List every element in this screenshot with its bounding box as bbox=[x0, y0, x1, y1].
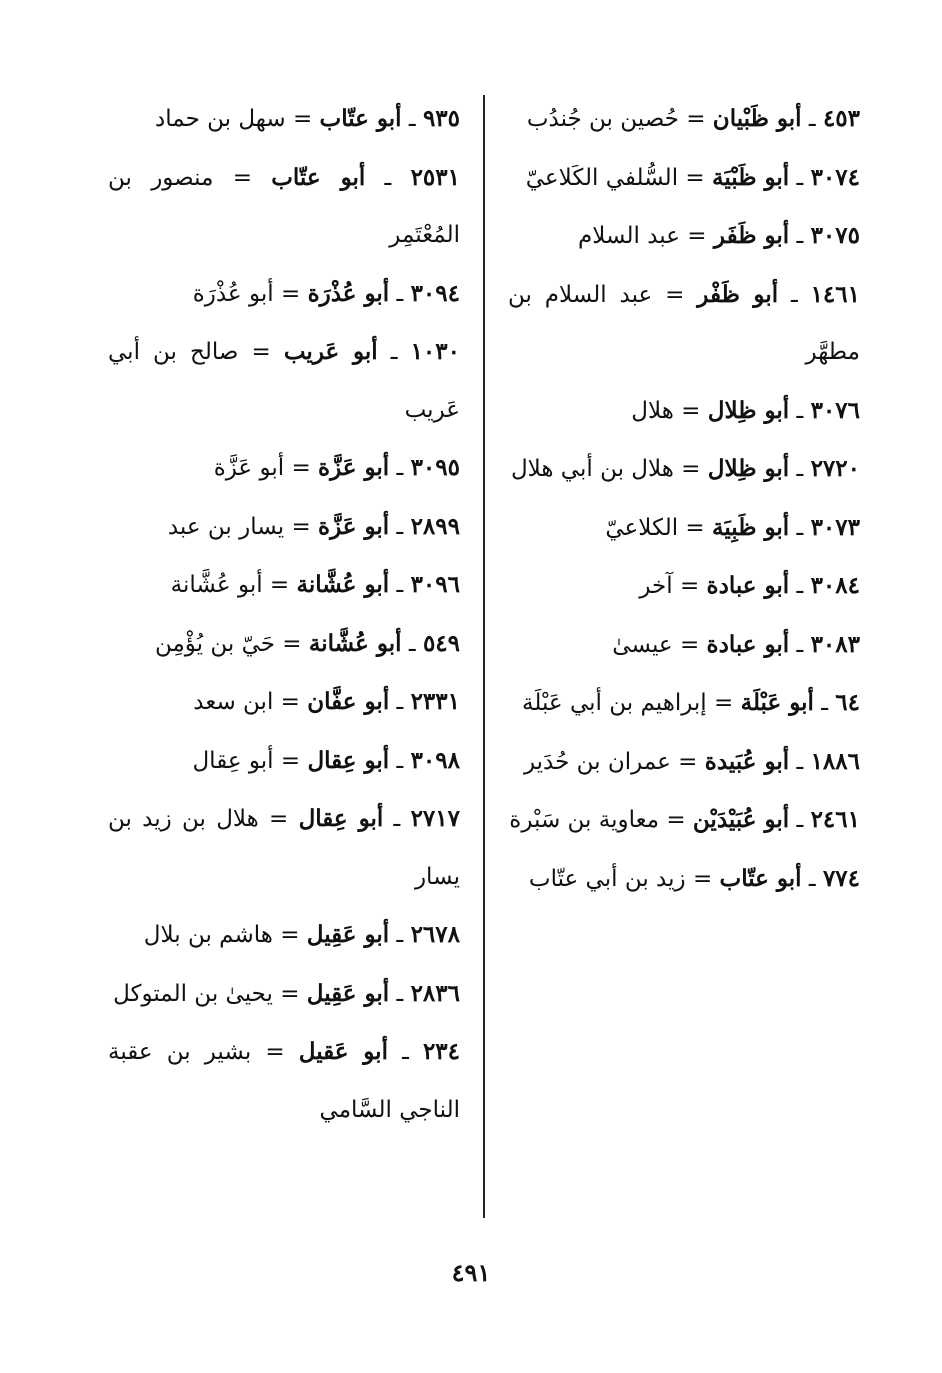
entry-kunya: أبو عتّاب bbox=[319, 105, 402, 132]
entry-name: أبو عِقال bbox=[192, 747, 274, 774]
index-entry: ٣٠٧٥ ـ أبو ظَفَر = عبد السلام bbox=[578, 222, 860, 249]
entry-name: هلال بن أبي هلال bbox=[510, 456, 674, 482]
entry-kunya: أبو ظَبْيَة bbox=[712, 163, 790, 191]
entry-name: هلال bbox=[631, 397, 674, 424]
entry-kunya: أبو ظَبِيَة bbox=[712, 513, 790, 541]
entry-kunya: أبو ظِلال bbox=[707, 396, 790, 424]
entry-kunya: أبو عبادة bbox=[706, 572, 790, 599]
index-entry: ٣٠٩٤ ـ أبو عُذْرَة = أبو عُذْرَة bbox=[192, 279, 460, 307]
index-entry: ٣٠٧٤ ـ أبو ظَبْيَة = السُّلفي الكَلاعيّ bbox=[525, 163, 860, 191]
index-entry: ٢٣٤ ـ أبو عَقيل = بشير بن عقبة الناجي السَّامي bbox=[108, 1038, 460, 1123]
entry-kunya: أبو عَزَّة bbox=[318, 454, 390, 481]
entry-name: السُّلفي الكَلاعيّ bbox=[525, 164, 679, 191]
entry-name: أبو عُذْرَة bbox=[192, 280, 274, 307]
entry-name: آخر bbox=[639, 573, 673, 599]
entry-name: يسار بن عبد bbox=[167, 513, 285, 540]
entry-number: ٢٣٤ bbox=[422, 1038, 460, 1065]
index-entry: ٣٠٧٣ ـ أبو ظَبِيَة = الكلاعيّ bbox=[605, 513, 860, 541]
entry-name: صالح بن أبي عَريب bbox=[108, 339, 460, 423]
index-entry: ٣٠٨٤ ـ أبو عبادة = آخر bbox=[639, 572, 860, 599]
entry-name: عبد السلام bbox=[578, 223, 680, 249]
index-entry: ٣٠٨٣ ـ أبو عبادة = عيسىٰ bbox=[612, 630, 860, 658]
entry-name: بشير بن عقبة الناجي السَّامي bbox=[108, 1039, 460, 1123]
entry-number: ٣٠٧٥ bbox=[810, 222, 860, 249]
index-entry: ٢٨٣٦ ـ أبو عَقِيل = يحيىٰ بن المتوكل bbox=[113, 979, 460, 1007]
entry-kunya: أبو عِقال bbox=[298, 805, 384, 832]
entry-number: ٢٤٦١ bbox=[810, 806, 860, 833]
entry-kunya: أبو عُبَيدة bbox=[704, 747, 790, 775]
index-entry: ٣٠٩٥ ـ أبو عَزَّة = أبو عَزَّة bbox=[213, 454, 460, 481]
entry-number: ١٠٣٠ bbox=[410, 338, 460, 365]
page-number: ٤٩١ bbox=[451, 1258, 491, 1287]
entry-number: ٣٠٨٤ bbox=[810, 572, 860, 599]
entry-name: منصور بن المُعْتَمِر bbox=[108, 164, 460, 248]
right-column bbox=[508, 90, 860, 908]
entry-number: ٤٥٣ bbox=[822, 105, 860, 132]
entry-name: زيد بن أبي عتّاب bbox=[528, 865, 686, 892]
entry-kunya: أبو عَقِيل bbox=[306, 979, 390, 1007]
entry-kunya: أبو عُشَّانة bbox=[308, 629, 402, 657]
entry-number: ٣٠٧٣ bbox=[810, 513, 860, 541]
entry-number: ٣٠٧٤ bbox=[810, 163, 860, 191]
entry-number: ٢٧١٧ bbox=[410, 805, 460, 832]
entry-name: هاشم بن بلال bbox=[143, 922, 273, 948]
entry-kunya: أبو عتّاب bbox=[719, 864, 802, 892]
entry-number: ٧٧٤ bbox=[822, 864, 860, 892]
entry-number: ٢٨٣٦ bbox=[410, 979, 460, 1007]
entry-name: معاوية بن سَبْرة bbox=[509, 807, 660, 833]
entry-kunya: أبو عَريب bbox=[283, 338, 378, 365]
entry-number: ٣٠٩٤ bbox=[410, 279, 460, 307]
entry-number: ٣٠٨٣ bbox=[810, 630, 860, 658]
entry-number: ٣٠٩٨ bbox=[410, 746, 460, 774]
index-entry: ٦٤ ـ أبو عَبْلَة = إبراهيم بن أبي عَبْلَة bbox=[522, 689, 860, 716]
entry-kunya: أبو عَزَّة bbox=[318, 512, 390, 540]
entry-name: حَيّ بن يُؤْمِن bbox=[154, 630, 275, 657]
entry-number: ٣٠٩٦ bbox=[410, 571, 460, 598]
index-entry: ٢٧١٧ ـ أبو عِقال = هلال بن زيد بن يسار bbox=[108, 805, 460, 890]
entry-kunya: أبو عُشَّانة bbox=[296, 571, 390, 598]
index-entry: ٧٧٤ ـ أبو عتّاب = زيد بن أبي عتّاب bbox=[528, 864, 860, 892]
entry-name: سهل بن حماد bbox=[155, 106, 286, 132]
index-entry: ١٠٣٠ ـ أبو عَريب = صالح بن أبي عَريب bbox=[108, 338, 460, 423]
entry-name: ابن سعد bbox=[193, 689, 274, 715]
entry-kunya: أبو ظِلال bbox=[707, 455, 790, 482]
left-column bbox=[108, 90, 460, 1139]
entry-number: ٢٨٩٩ bbox=[410, 512, 460, 540]
entry-kunya: أبو ظَبْيان bbox=[712, 105, 802, 132]
entry-name: عيسىٰ bbox=[612, 631, 673, 658]
entry-number: ٢٦٧٨ bbox=[410, 921, 460, 948]
entry-number: ٣٠٩٥ bbox=[410, 454, 460, 481]
entry-name: الكلاعيّ bbox=[605, 514, 679, 541]
entry-kunya: أبو عِقال bbox=[307, 746, 390, 774]
index-entry: ٣٠٧٦ ـ أبو ظِلال = هلال bbox=[631, 396, 860, 424]
entry-number: ٩٣٥ bbox=[422, 105, 460, 132]
entry-name: يحيىٰ بن المتوكل bbox=[113, 980, 273, 1007]
entry-number: ٦٤ bbox=[835, 689, 860, 716]
index-entry: ٣٠٩٨ ـ أبو عِقال = أبو عِقال bbox=[192, 746, 460, 774]
index-entry: ٩٣٥ ـ أبو عتّاب = سهل بن حماد bbox=[155, 105, 460, 132]
entry-kunya: أبو عتّاب bbox=[271, 163, 366, 191]
entry-kunya: أبو عُبَيْدَيْن bbox=[692, 806, 790, 833]
index-entry: ٥٤٩ ـ أبو عُشَّانة = حَيّ بن يُؤْمِن bbox=[154, 629, 460, 657]
entry-name: أبو عَزَّة bbox=[213, 455, 285, 481]
index-entry: ١٨٨٦ ـ أبو عُبَيدة = عمران بن حُدَير bbox=[523, 747, 860, 775]
entry-number: ١٤٦١ bbox=[810, 280, 860, 308]
entry-kunya: أبو عفَّان bbox=[307, 688, 390, 715]
entry-name: حُصين بن جُندُب bbox=[526, 106, 679, 132]
index-entry: ١٤٦١ ـ أبو ظَفْر = عبد السلام بن مطهَّر bbox=[508, 280, 860, 365]
index-entry: ٢٦٧٨ ـ أبو عَقِيل = هاشم بن بلال bbox=[143, 921, 460, 948]
index-entry: ٢٤٦١ ـ أبو عُبَيْدَيْن = معاوية بن سَبْرة bbox=[509, 806, 860, 833]
entry-name: عمران بن حُدَير bbox=[523, 748, 671, 775]
entry-kunya: أبو عبادة bbox=[706, 630, 790, 658]
index-entry: ٢٨٩٩ ـ أبو عَزَّة = يسار بن عبد bbox=[167, 512, 460, 540]
entry-kunya: أبو عُذْرَة bbox=[307, 279, 390, 307]
index-entry: ٢٥٣١ ـ أبو عتّاب = منصور بن المُعْتَمِر bbox=[108, 163, 460, 248]
entry-name: أبو عُشَّانة bbox=[170, 572, 263, 598]
column-divider bbox=[483, 95, 485, 1218]
index-entry: ٤٥٣ ـ أبو ظَبْيان = حُصين بن جُندُب bbox=[526, 105, 860, 132]
entry-number: ٢٣٣١ bbox=[410, 688, 460, 715]
entry-name: هلال بن زيد بن يسار bbox=[108, 806, 460, 890]
entry-number: ٥٤٩ bbox=[422, 629, 460, 657]
entry-kunya: أبو عَقيل bbox=[298, 1038, 388, 1065]
entry-kunya: أبو ظَفَر bbox=[713, 222, 790, 249]
entry-number: ٢٥٣١ bbox=[410, 163, 460, 191]
entry-name: عبد السلام بن مطهَّر bbox=[508, 281, 860, 365]
entry-kunya: أبو عَبْلَة bbox=[740, 689, 814, 716]
index-entry: ٢٣٣١ ـ أبو عفَّان = ابن سعد bbox=[193, 688, 460, 715]
entry-number: ٣٠٧٦ bbox=[810, 396, 860, 424]
entry-number: ١٨٨٦ bbox=[810, 747, 860, 775]
index-entry: ٢٧٢٠ ـ أبو ظِلال = هلال بن أبي هلال bbox=[510, 455, 860, 482]
entry-name: إبراهيم بن أبي عَبْلَة bbox=[522, 690, 707, 716]
index-entry: ٣٠٩٦ ـ أبو عُشَّانة = أبو عُشَّانة bbox=[170, 571, 460, 598]
entry-kunya: أبو عَقِيل bbox=[306, 921, 390, 948]
entry-kunya: أبو ظَفْر bbox=[697, 280, 779, 308]
entry-number: ٢٧٢٠ bbox=[810, 455, 860, 482]
